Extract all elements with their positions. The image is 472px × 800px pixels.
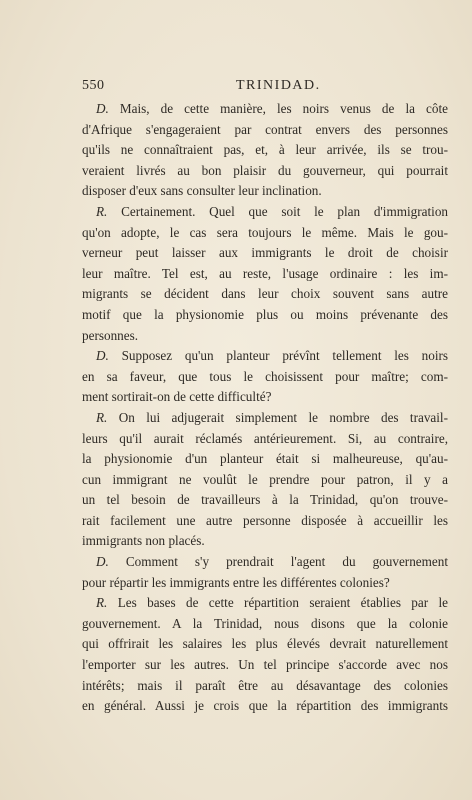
text-line: la physionomie d'un planteur était si malheureuse, qu'au- [82,451,448,467]
text-line: l'emporter sur les autres. Un tel principe s'accorde avec nos [82,657,448,673]
text-line: leur maître. Tel est, au reste, l'usage ordinaire : les im- [82,265,448,281]
body-text [82,99,448,717]
line-text: Certainement. Quel que soit le plan d'immigration [121,203,449,219]
speaker-label: R. [96,203,108,219]
text-line: un tel besoin de travailleurs à la Trinidad, qu'on trouve- [82,492,448,508]
text-line: disposer d'eux sans consulter leur inclination. [82,183,322,199]
text-line: ment sortirait-on de cette difficulté? [82,389,272,405]
line-text: Supposez qu'un planteur prévînt tellement les noirs [121,348,449,364]
text-line: pour répartir les immigrants entre les différentes colonies? [82,574,390,590]
text-line: qui offrirait les salaires les plus élevés devrait naturellement [82,636,448,652]
text-line: personnes. [82,327,139,343]
dialogue-paragraph [82,408,448,552]
text-line [82,552,448,573]
text-line: leurs qu'il aurait réclamés antérieurement. Si, au contraire, [82,430,448,446]
running-title: TRINIDAD. [236,78,321,93]
line-text: Comment s'y prendrait l'agent du gouvernement [125,554,449,570]
line-text: Mais, de cette manière, les noirs venus de la côte [119,101,448,116]
text-line: motif que la physionomie plus ou moins prévenante des [82,306,448,322]
text-line: veraient livrés au bon plaisir du gouverneur, qui pourrait [82,162,448,178]
text-line: en sa faveur, que tous le choisissent pour maître; com- [82,368,448,384]
text-line: qu'ils ne connaîtraient pas, et, à leur arrivée, ils se trou- [82,142,448,158]
text-line: intérêts; mais il paraît être au désavantage des colonies [82,677,448,693]
speaker-label: R. [96,409,108,425]
text-line [82,346,448,367]
dialogue-paragraph [82,593,448,717]
speaker-label: D. [96,348,109,364]
text-line: cun immigrant ne voulût le prendre pour patron, il y a [82,471,448,487]
text-line: qu'on adopte, le cas sera toujours le même. Mais le gou- [82,224,448,240]
text-line [82,202,448,223]
text-line: immigrants non placés. [82,533,205,549]
page-number: 550 [82,78,105,93]
page-header [82,78,448,94]
speaker-label: R. [96,595,108,611]
text-line [82,593,448,614]
dialogue-paragraph [82,552,448,593]
text-line: d'Afrique s'engageraient par contrat envers des personnes [82,121,448,137]
text-line: rait facilement une autre personne disposée à accueillir les [82,512,448,528]
speaker-label: D. [96,101,109,116]
text-line [82,99,448,120]
dialogue-paragraph [82,99,448,202]
text-line: verneur peut laisser aux immigrants le droit de choisir [82,245,448,261]
text-line: en général. Aussi je crois que la répartition des immigrants [82,698,448,714]
dialogue-paragraph [82,202,448,346]
speaker-label: D. [96,554,109,570]
text-line: gouvernement. A la Trinidad, nous disons que la colonie [82,615,448,631]
line-text: Les bases de cette répartition seraient établies par le [117,595,449,611]
text-line: migrants se décident dans leur choix souvent sans autre [82,286,448,302]
line-text: On lui adjugerait simplement le nombre des travail- [118,409,448,425]
text-line [82,408,448,429]
dialogue-paragraph [82,346,448,408]
